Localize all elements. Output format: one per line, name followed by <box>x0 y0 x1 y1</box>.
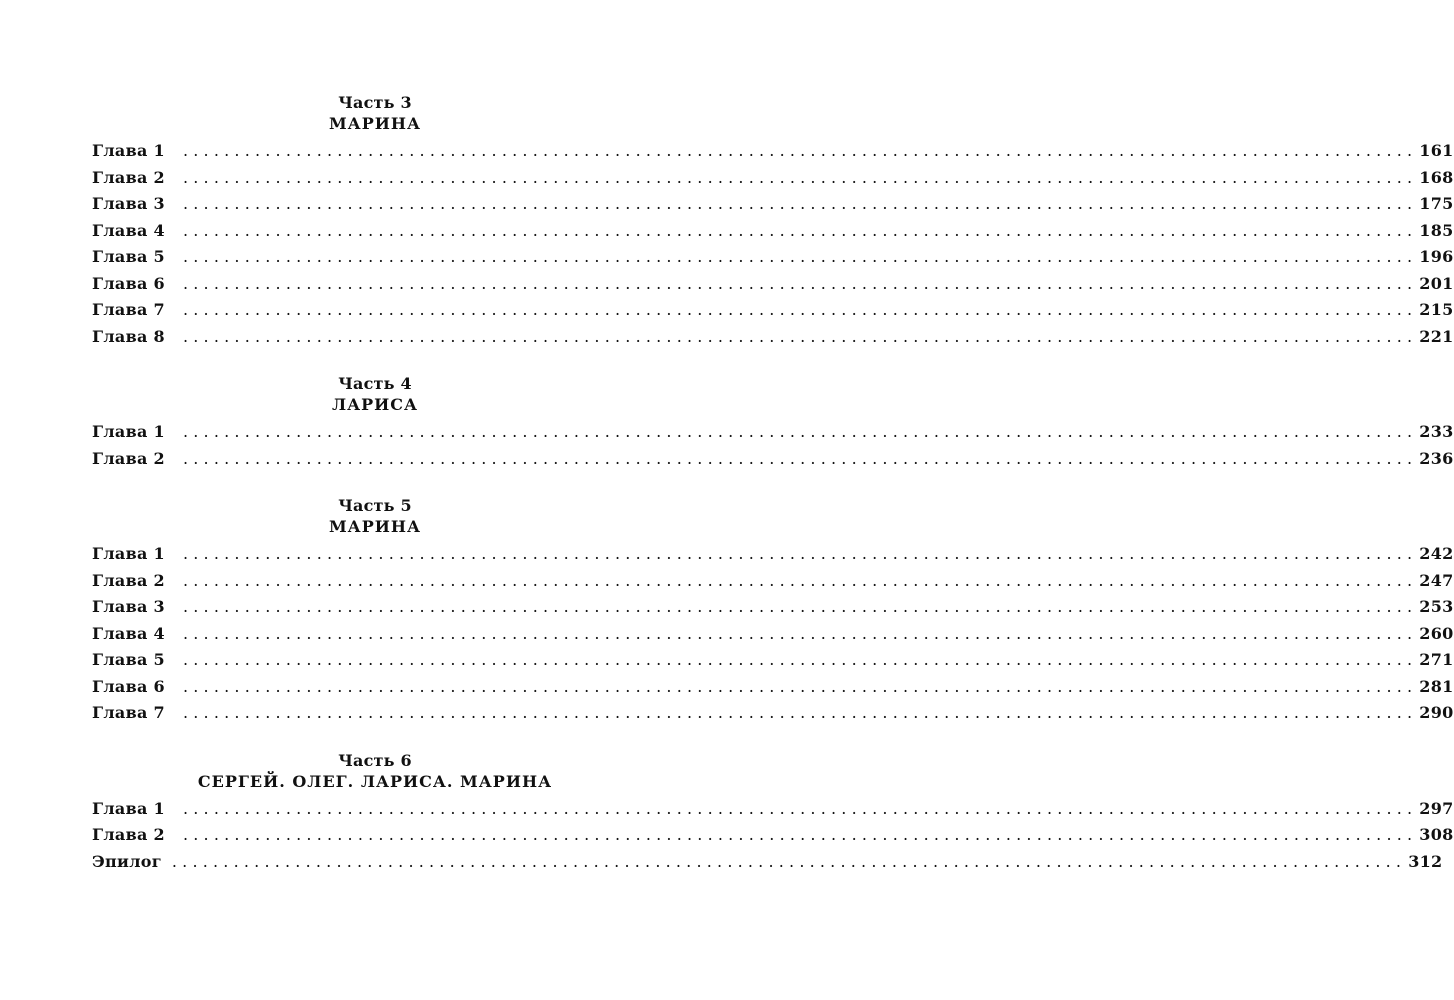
toc-entry-page: 260 <box>1419 623 1454 643</box>
dot-leader: ........................................................................................................................ <box>182 141 1418 160</box>
toc-entry-label: Глава 1 <box>92 141 165 160</box>
part-title: СЕРГЕЙ. ОЛЕГ. ЛАРИСА. МАРИНА <box>197 771 553 791</box>
dot-leader: ........................................................................................................................ <box>182 326 1418 346</box>
dot-leader: ........................................................................................................................ <box>182 650 1418 669</box>
toc-entry-page: 221 <box>1419 326 1454 346</box>
toc-entry-label: Глава 2 <box>92 167 165 187</box>
toc-entry-label: Глава 8 <box>92 326 165 346</box>
dot-leader: ........................................................................................................................ <box>182 247 1418 266</box>
dot-leader: ........................................................................................................................ <box>182 597 1418 616</box>
toc-entry[interactable] <box>92 419 1454 446</box>
part-title: МАРИНА <box>328 114 422 133</box>
toc-entry-label: Глава 3 <box>92 597 165 616</box>
toc-entry-page: 312 <box>1408 851 1443 871</box>
toc-entry[interactable] <box>92 165 1454 192</box>
dot-leader: ........................................................................................................................ <box>171 851 1407 871</box>
toc-entry[interactable] <box>92 594 1454 621</box>
toc-entry-label: Эпилог <box>92 851 162 871</box>
part-title: МАРИНА <box>328 517 422 536</box>
toc-entry-label: Глава 1 <box>92 422 165 441</box>
toc-entry-page: 290 <box>1419 703 1454 722</box>
toc-entry-page: 201 <box>1419 273 1454 293</box>
toc-entry[interactable] <box>92 621 1454 648</box>
toc-entry-page: 308 <box>1419 825 1454 844</box>
toc-entry-epilogue[interactable] <box>92 849 1443 876</box>
toc-entry-label: Глава 6 <box>92 273 165 293</box>
toc-entry[interactable] <box>92 822 1454 849</box>
part-number: Часть 6 <box>338 750 412 770</box>
toc-entry-label: Глава 6 <box>92 676 165 696</box>
dot-leader: ........................................................................................................................ <box>182 798 1418 818</box>
toc-entry-page: 236 <box>1419 448 1454 468</box>
dot-leader: ........................................................................................................................ <box>182 570 1418 590</box>
toc-entry-page: 168 <box>1419 167 1454 187</box>
dot-leader: ........................................................................................................................ <box>182 703 1418 722</box>
dot-leader: ........................................................................................................................ <box>182 273 1418 293</box>
toc-entry-label: Глава 7 <box>92 300 165 319</box>
toc-entry-page: 233 <box>1419 422 1454 441</box>
dot-leader: ........................................................................................................................ <box>182 544 1418 563</box>
toc-entry[interactable] <box>92 541 1454 568</box>
toc-entry[interactable] <box>92 244 1454 271</box>
toc-entry[interactable] <box>92 647 1454 674</box>
toc-entry-page: 196 <box>1419 247 1454 266</box>
toc-entry-label: Глава 1 <box>92 544 165 563</box>
toc-entry-page: 242 <box>1419 544 1454 563</box>
toc-entry[interactable] <box>92 324 1454 351</box>
toc-entry-page: 253 <box>1419 597 1454 616</box>
toc-entry[interactable] <box>92 191 1454 218</box>
part-section <box>92 93 1454 350</box>
toc-entry-label: Глава 3 <box>92 194 165 213</box>
toc-entry-page: 271 <box>1419 650 1454 669</box>
dot-leader: ........................................................................................................................ <box>182 448 1418 468</box>
toc-entry-label: Глава 7 <box>92 703 165 722</box>
toc-entry-label: Глава 2 <box>92 825 165 844</box>
dot-leader: ........................................................................................................................ <box>182 825 1418 844</box>
table-of-contents <box>92 93 1454 899</box>
toc-entry[interactable] <box>92 297 1454 324</box>
part-section <box>92 750 1454 876</box>
toc-entry[interactable] <box>92 700 1454 727</box>
toc-entry-page: 161 <box>1419 141 1454 160</box>
toc-entry[interactable] <box>92 271 1454 298</box>
dot-leader: ........................................................................................................................ <box>182 623 1418 643</box>
toc-entry[interactable] <box>92 138 1454 165</box>
toc-entry-page: 185 <box>1419 220 1454 240</box>
toc-entry[interactable] <box>92 674 1454 701</box>
toc-entry-page: 175 <box>1419 194 1454 213</box>
toc-entry[interactable] <box>92 568 1454 595</box>
part-section <box>92 374 1454 472</box>
toc-entry-label: Глава 1 <box>92 798 165 818</box>
toc-entry-page: 297 <box>1419 798 1454 818</box>
toc-entry-label: Глава 4 <box>92 623 165 643</box>
part-number: Часть 4 <box>338 374 412 393</box>
toc-entry-label: Глава 5 <box>92 650 165 669</box>
dot-leader: ........................................................................................................................ <box>182 422 1418 441</box>
dot-leader: ........................................................................................................................ <box>182 676 1418 696</box>
dot-leader: ........................................................................................................................ <box>182 194 1418 213</box>
toc-entry[interactable] <box>92 218 1454 245</box>
dot-leader: ........................................................................................................................ <box>182 300 1418 319</box>
part-title: ЛАРИСА <box>331 395 419 414</box>
toc-entry-label: Глава 5 <box>92 247 165 266</box>
dot-leader: ........................................................................................................................ <box>182 167 1418 187</box>
dot-leader: ........................................................................................................................ <box>182 220 1418 240</box>
toc-entry[interactable] <box>92 446 1454 473</box>
toc-entry-page: 281 <box>1419 676 1454 696</box>
toc-entry-label: Глава 4 <box>92 220 165 240</box>
toc-entry-page: 215 <box>1419 300 1454 319</box>
toc-entry-label: Глава 2 <box>92 570 165 590</box>
toc-entry-label: Глава 2 <box>92 448 165 468</box>
part-section <box>92 496 1454 727</box>
part-number: Часть 3 <box>338 93 412 112</box>
toc-entry-page: 247 <box>1419 570 1454 590</box>
part-number: Часть 5 <box>338 496 412 515</box>
toc-entry[interactable] <box>92 796 1454 823</box>
